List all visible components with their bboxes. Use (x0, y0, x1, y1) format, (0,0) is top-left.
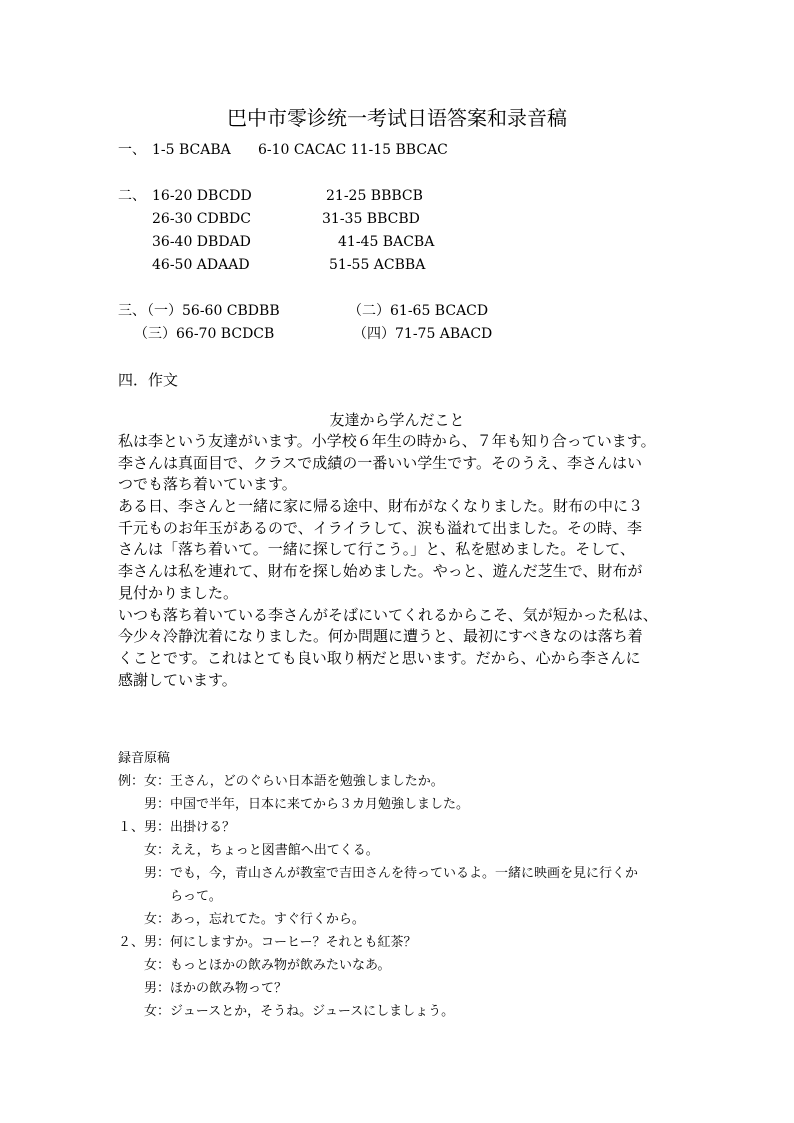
section-1-answer-b: 6-10 CACAC 11-15 BBCAC (258, 142, 448, 158)
answer-row-right: 51-55 ACBBA (329, 257, 426, 273)
section-3-part-3: （三）66-70 BCDCB (134, 326, 275, 342)
essay-line: 李さんは私を連れて、財布を探し始めました。やっと、遊んだ芝生で、財布が (118, 562, 643, 581)
script-line: 男：中国で半年，日本に来てから３カ月勉強しました。 (118, 797, 470, 812)
essay-line: つでも落ち着いています。 (118, 475, 297, 494)
answer-row-right: 31-35 BBCBD (322, 211, 420, 227)
section-4-label: 四．作文 (118, 371, 179, 389)
answer-row-left: 46-50 ADAAD (152, 257, 250, 273)
section-1-label: 一、 (118, 142, 146, 158)
section-1-answer-a: 1-5 BCABA (152, 142, 231, 158)
essay-line: いつも落ち着いている李さんがそばにいてくれるからこそ、気が短かった私は、 (118, 605, 658, 624)
section-3-part-4: （四）71-75 ABACD (353, 326, 493, 342)
script-line: 女：ええ，ちょっと図書館へ出てくる。 (118, 843, 379, 858)
essay-line: さんは「落ち着いて。一緒に探して行こう。」と、私を慰めました。そして、 (118, 540, 635, 559)
script-line: 女：ジュースとか，そうね。ジュースにしましょう。 (118, 1004, 455, 1019)
script-line: ２、男：何にしますか。コーヒー？それとも紅茶？ (118, 935, 417, 950)
essay-line: 見付かりました。 (118, 583, 239, 602)
essay-line: 李さんは真面目で、クラスで成績の一番いい学生です。そのうえ、李さんはい (118, 453, 642, 472)
essay-line: 千元ものお年玉があるので、イライラして、涙も溢れて出ました。その時、李 (118, 518, 642, 537)
answer-row-left: 36-40 DBDAD (152, 234, 251, 250)
script-line: 男：ほかの飲み物って？ (118, 981, 288, 996)
essay-line: くことです。これはとても良い取り柄だと思います。だから、心から李さんに (118, 648, 641, 667)
section-3-label: 三、 (118, 303, 146, 319)
answer-row-right: 21-25 BBBCB (326, 188, 423, 204)
answer-row-left: 16-20 DBCDD (152, 188, 252, 204)
script-heading: 録音原稿 (118, 751, 171, 766)
section-2-label: 二、 (118, 188, 146, 204)
script-line: １、男：出掛ける？ (118, 820, 236, 835)
script-line: 女：あっ，忘れてた。すぐ行くから。 (118, 912, 365, 927)
essay-line: 今少々冷静沈着になりました。何か問題に遭うと、最初にすべきなのは落ち着 (118, 627, 643, 646)
essay-line: ある日、李さんと一緒に家に帰る途中、財布がなくなりました。財布の中に３ (118, 497, 644, 516)
essay-body (118, 431, 678, 691)
script-line: らって。 (118, 889, 222, 904)
page-title: 巴中市零诊统一考试日语答案和录音稿 (227, 106, 567, 130)
essay-line: 感謝しています。 (118, 670, 237, 689)
script-line: 男：でも，今，青山さんが教室で吉田さんを待っているよ。一緒に映画を見に行くか (118, 866, 639, 881)
essay-line: 私は李という友達がいます。小学校６年生の時から、７年も知り合っています。 (118, 432, 656, 450)
answer-row-left: 26-30 CDBDC (152, 211, 251, 227)
script-line: 例：女：王さん，どのぐらい日本語を勉強しましたか。 (118, 774, 444, 789)
answer-row-right: 41-45 BACBA (338, 234, 435, 250)
script-line: 女：もっとほかの飲み物が飲みたいなあ。 (118, 958, 391, 973)
section-3-part-1: （一）56-60 CBDBB (140, 303, 280, 319)
essay-title: 友達から学んだこと (329, 411, 465, 429)
section-3-part-2: （二）61-65 BCACD (348, 303, 489, 319)
